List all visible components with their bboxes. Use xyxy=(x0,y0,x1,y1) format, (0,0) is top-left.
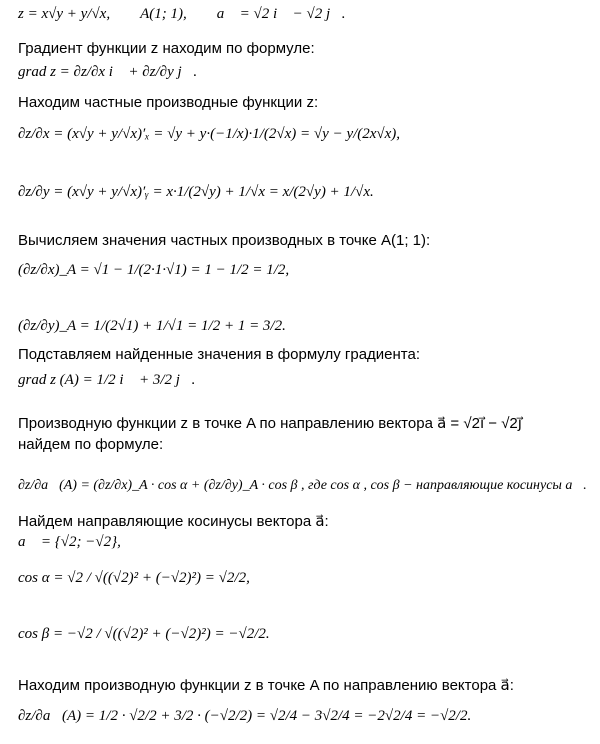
formula-a-vector: a⃗ = {√2; −√2}, xyxy=(18,534,121,550)
text-partials: Находим частные производные функции z: xyxy=(18,94,319,111)
text-find-derivative: Находим производную функции z в точке A по направлению вектора a⃗: xyxy=(18,677,514,694)
formula-cos-alpha: cos α = √2 / √((√2)² + (−√2)²) = √2/2, xyxy=(18,570,250,586)
formula-directional-derivative: ∂z/∂a⃗(A) = (∂z/∂x)_A · cos α + (∂z/∂y)_A · cos β , где cos α , cos β − направляющие косинусы a⃗. xyxy=(18,478,587,493)
task-function: z = x√y + y/√x, xyxy=(18,6,111,22)
text-evaluate: Вычисляем значения частных производных в точке A(1; 1): xyxy=(18,232,431,249)
formula-grad: grad z = ∂z/∂x i⃗ + ∂z/∂y j⃗. xyxy=(18,64,198,80)
task-line xyxy=(18,6,346,23)
formula-grad-A: grad z (A) = 1/2 i⃗ + 3/2 j⃗. xyxy=(18,372,196,388)
text-gradient-formula: Градиент функции z находим по формуле: xyxy=(18,40,315,57)
formula-dzdy: ∂z/∂y = (x√y + y/√x)′ᵧ = x·1/(2√y) + 1/√x = x/(2√y) + 1/√x. xyxy=(18,184,374,200)
text-direction-cosines: Найдем направляющие косинусы вектора a⃗: xyxy=(18,513,329,530)
task-point: A(1; 1), xyxy=(140,6,187,22)
text-by-formula: найдем по формуле: xyxy=(18,436,164,453)
task-vector: a⃗ = √2 i⃗ − √2 j⃗. xyxy=(216,6,346,22)
formula-dzdx-A: (∂z/∂x)_A = √1 − 1/(2·1·√1) = 1 − 1/2 = 1/2, xyxy=(18,262,290,278)
formula-result: ∂z/∂a⃗(A) = 1/2 · √2/2 + 3/2 · (−√2/2) = √2/4 − 3√2/4 = −2√2/4 = −√2/2. xyxy=(18,708,472,724)
formula-dzdx: ∂z/∂x = (x√y + y/√x)′ₓ = √y + y·(−1/x)·1/(2√x) = √y − y/(2x√x), xyxy=(18,126,401,142)
text-directional: Производную функции z в точке A по направлению вектора a⃗ = √2i⃗ − √2j⃗ xyxy=(18,415,522,432)
formula-dzdy-A: (∂z/∂y)_A = 1/(2√1) + 1/√1 = 1/2 + 1 = 3/2. xyxy=(18,318,286,334)
text-substitute: Подставляем найденные значения в формулу градиента: xyxy=(18,346,421,363)
formula-cos-beta: cos β = −√2 / √((√2)² + (−√2)²) = −√2/2. xyxy=(18,626,270,642)
